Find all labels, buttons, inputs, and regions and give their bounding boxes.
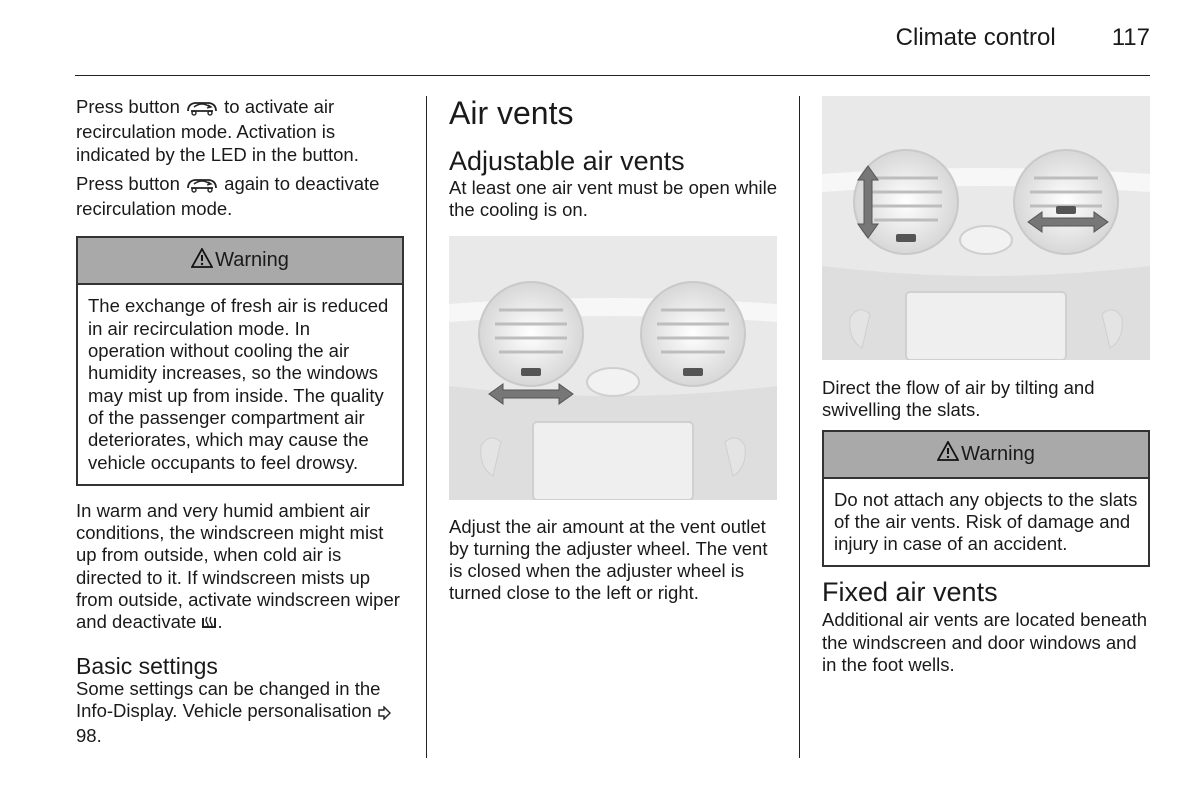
column-divider-2 <box>799 96 800 758</box>
adjustable-air-vents-heading: Adjustable air vents <box>449 146 685 176</box>
slats-paragraph: Direct the flow of air by tilting and swivelling the slats. <box>822 377 1095 421</box>
basic-settings-heading: Basic settings <box>76 652 218 679</box>
section-title: Climate control <box>895 24 1056 51</box>
adjuster-wheel-paragraph: Adjust the air amount at the vent outlet by turning the adjuster wheel. The vent is closed when the adjuster wheel is turned close to the left or right. <box>449 515 768 604</box>
basic-settings-paragraph: Some settings can be changed in the Info-Display. Vehicle personalisation 98. <box>76 678 408 748</box>
page-reference: 98. <box>76 725 102 747</box>
air-vents-heading: Air vents <box>449 95 574 131</box>
column-1 <box>76 96 408 748</box>
vent-open-paragraph: At least one air vent must be open while the cooling is on. <box>449 177 778 221</box>
warning-header <box>824 432 1148 479</box>
warning-text: The exchange of fresh air is reduced in air recirculation mode. In operation without cooling the air humidity increases, so the windows may mist up from inside. The quality of the passenger compartment air deteriorates, which may cause the vehicle occupants to feel drowsy. <box>88 295 389 473</box>
fixed-air-vents-paragraph: Additional air vents are located beneath the windscreen and door windows and in the foot wells. <box>822 609 1147 676</box>
warning-text: Do not attach any objects to the slats of the air vents. Risk of damage and injury in case of an accident. <box>834 488 1138 555</box>
warning-triangle-icon <box>191 248 213 274</box>
warning-triangle-icon <box>937 441 959 467</box>
warning-label: Warning <box>215 249 289 272</box>
recirculation-icon <box>185 176 219 198</box>
recirculation-off-paragraph: Press button again to deactivate recirculation mode. <box>76 172 380 220</box>
fixed-air-vents-heading: Fixed air vents <box>822 577 998 608</box>
column-3 <box>822 96 1150 676</box>
warning-box-recirculation <box>76 236 404 485</box>
reference-arrow-icon <box>377 703 391 725</box>
warning-box-slats <box>822 430 1150 568</box>
page-number: 117 <box>1111 24 1150 51</box>
warning-label: Warning <box>961 442 1035 465</box>
rear-window-heating-icon <box>201 614 217 636</box>
slats-illustration <box>822 96 1150 360</box>
recirculation-icon <box>185 99 219 121</box>
column-2 <box>449 96 779 605</box>
recirculation-on-paragraph: Press button to activate air recirculation mode. Activation is indicated by the LED in the button. <box>76 96 359 165</box>
adjuster-wheel-illustration <box>449 236 777 500</box>
column-divider-1 <box>426 96 427 758</box>
page-header <box>896 24 1150 52</box>
windscreen-mist-paragraph: In warm and very humid ambient air conditions, the windscreen might mist up from outside, when cold air is directed to it. If windscreen mists up from outside, activate windscreen wiper and deactivate . <box>76 500 408 637</box>
warning-header <box>78 238 402 285</box>
header-divider <box>75 75 1150 76</box>
